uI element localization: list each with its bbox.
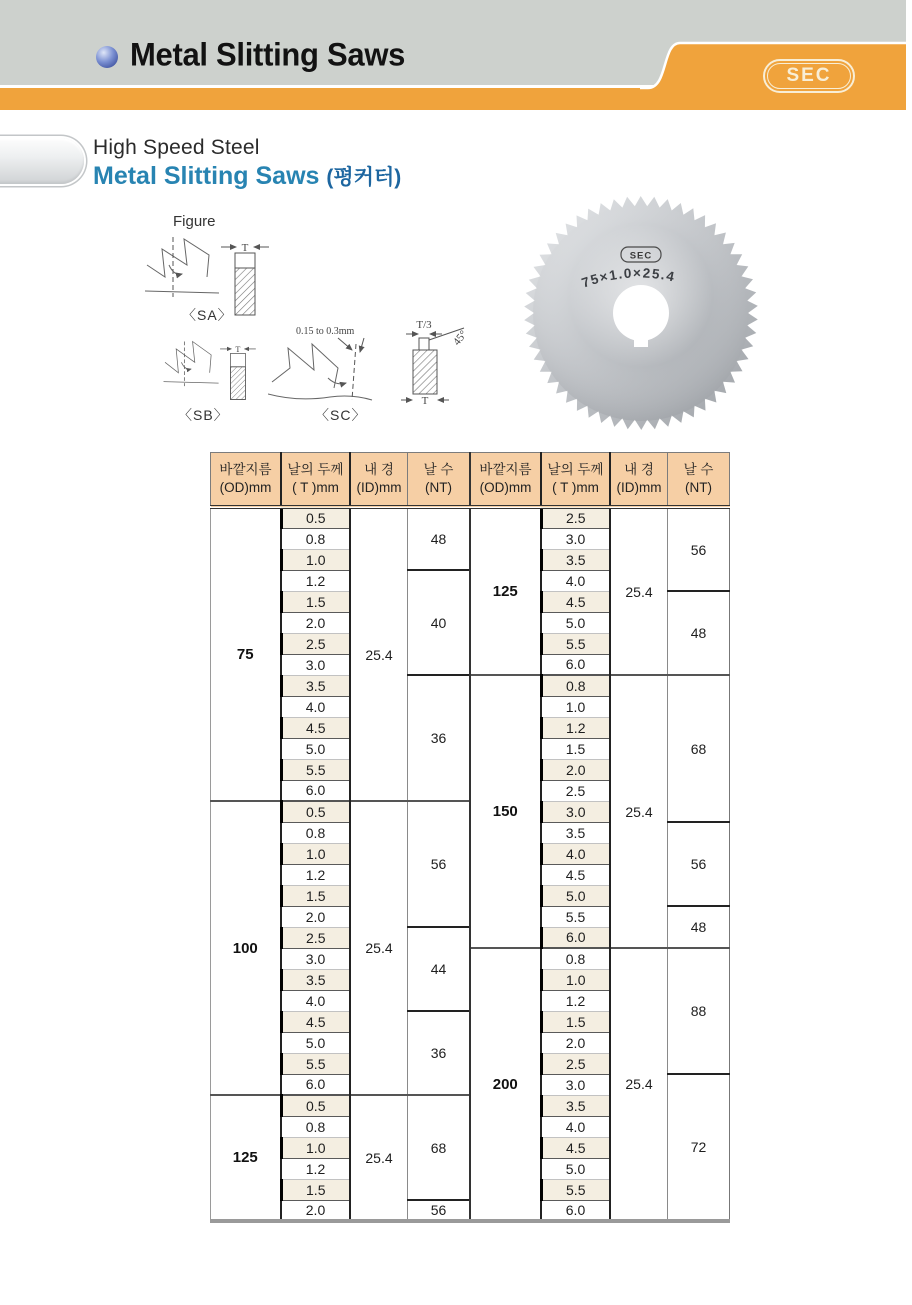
t-cell: 4.5 [541,1137,610,1158]
spec-table-head [211,453,730,508]
blade-keyway [634,336,648,347]
sa-dim-t: T [241,242,249,254]
t-cell: 1.0 [281,843,350,864]
t-cell: 1.5 [541,738,610,759]
t-cell: 5.0 [541,612,610,633]
subtitle-material: High Speed Steel [93,136,260,159]
od-cell: 75 [211,507,282,801]
sb-dim-t: T [235,344,241,354]
id-cell: 25.4 [610,948,668,1221]
t-cell: 2.0 [281,906,350,927]
table-row [211,948,730,969]
col-header-nt: 날 수 (NT) [408,453,471,508]
brand-logo [763,59,855,93]
t-cell: 4.0 [541,570,610,591]
nt-cell: 48 [408,507,471,570]
col-header-id: 내 경 (ID)mm [350,453,408,508]
header-row [211,453,730,508]
t-cell: 6.0 [541,654,610,675]
t-cell: 5.5 [281,759,350,780]
t-cell: 0.8 [541,675,610,696]
subtitle-product-en: Metal Slitting Saws [93,162,320,190]
nt-cell: 56 [408,801,471,927]
t-cell: 1.2 [281,864,350,885]
t-cell: 2.0 [541,759,610,780]
t-cell: 3.0 [541,801,610,822]
blade-arbor-hole [613,285,669,341]
t-cell: 6.0 [281,1074,350,1095]
t-cell: 5.5 [281,1053,350,1074]
nt-cell: 48 [668,906,730,948]
blade-marking: 75×1.0×25.4 [579,265,677,291]
col-header-od: 바깥지름 (OD)mm [211,453,282,508]
id-cell: 25.4 [610,675,668,948]
t-cell: 3.0 [281,654,350,675]
t-cell: 1.0 [281,549,350,570]
col-header-od-2: 바깥지름 (OD)mm [470,453,541,508]
t-cell: 0.8 [281,528,350,549]
t-cell: 1.5 [541,1011,610,1032]
t-cell: 5.5 [541,1179,610,1200]
col-header-t-2: 날의 두께 ( T )mm [541,453,610,508]
sc-angle: 45° [450,328,470,348]
t-cell: 3.0 [281,948,350,969]
figure-sb-caption: 〈SB〉 [178,407,229,423]
nt-cell: 56 [668,507,730,591]
sc-note: 0.15 to 0.3mm [296,326,355,337]
t-cell: 3.5 [281,675,350,696]
t-cell: 6.0 [541,1200,610,1221]
t-cell: 1.5 [281,591,350,612]
t-cell: 2.5 [281,927,350,948]
t-cell: 1.0 [541,969,610,990]
figure-sc-drawing [268,318,480,406]
id-cell: 25.4 [350,507,408,801]
t-cell: 4.5 [281,1011,350,1032]
col-header-id-2: 내 경 (ID)mm [610,453,668,508]
od-cell: 200 [470,948,541,1221]
col-header-t: 날의 두께 ( T )mm [281,453,350,508]
page-title: Metal Slitting Saws [130,36,406,73]
t-cell: 2.0 [281,612,350,633]
figure-sa-caption: 〈SA〉 [182,307,233,323]
nt-cell: 88 [668,948,730,1074]
t-cell: 4.5 [541,864,610,885]
t-cell: 1.2 [281,1158,350,1179]
t-cell: 0.8 [281,822,350,843]
od-cell: 125 [211,1095,282,1221]
t-cell: 4.0 [281,696,350,717]
t-cell: 2.5 [541,507,610,528]
t-cell: 3.5 [281,969,350,990]
t-cell: 6.0 [541,927,610,948]
t-cell: 2.0 [281,1200,350,1221]
t-cell: 2.5 [541,1053,610,1074]
figure-label: Figure [173,213,216,230]
t-cell: 5.5 [541,906,610,927]
nt-cell: 48 [668,591,730,675]
spec-table-body [211,507,730,1221]
subtitle-product [93,161,401,191]
figure-sc-caption: 〈SC〉 [315,407,367,423]
od-cell: 100 [211,801,282,1095]
t-cell: 1.2 [281,570,350,591]
t-cell: 4.0 [541,1116,610,1137]
t-cell: 0.5 [281,507,350,528]
t-cell: 3.5 [541,1095,610,1116]
t-cell: 4.5 [541,591,610,612]
spec-table-wrap [210,452,730,1223]
t-cell: 6.0 [281,780,350,801]
t-cell: 4.0 [281,990,350,1011]
blade-logo: SEC [629,250,653,262]
id-cell: 25.4 [350,801,408,1095]
table-row [211,507,730,528]
t-cell: 5.0 [281,1032,350,1053]
t-cell: 1.2 [541,990,610,1011]
t-cell: 0.8 [541,948,610,969]
nt-cell: 72 [668,1074,730,1221]
nt-cell: 68 [668,675,730,822]
subtitle-product-kr: (평커터) [326,166,402,189]
sc-dim-t: T [421,395,429,406]
nt-cell: 56 [668,822,730,906]
saw-blade-image [522,194,760,432]
nt-cell: 40 [408,570,471,675]
bullet-icon [96,46,118,68]
nt-cell: 56 [408,1200,471,1221]
t-cell: 0.5 [281,1095,350,1116]
t-cell: 5.0 [541,1158,610,1179]
nt-cell: 44 [408,927,471,1011]
t-cell: 4.0 [541,843,610,864]
brand-logo-text: SEC [767,63,851,89]
t-cell: 1.0 [541,696,610,717]
id-cell: 25.4 [350,1095,408,1221]
od-cell: 150 [470,675,541,948]
side-pill-decoration [0,138,84,184]
t-cell: 1.5 [281,1179,350,1200]
sc-dim-t3: T/3 [416,319,432,331]
t-cell: 3.0 [541,528,610,549]
t-cell: 3.5 [541,822,610,843]
t-cell: 5.0 [541,885,610,906]
t-cell: 1.0 [281,1137,350,1158]
od-cell: 125 [470,507,541,675]
t-cell: 5.0 [281,738,350,759]
t-cell: 5.5 [541,633,610,654]
id-cell: 25.4 [610,507,668,675]
t-cell: 4.5 [281,717,350,738]
t-cell: 1.5 [281,885,350,906]
spec-table [210,452,730,1223]
t-cell: 1.2 [541,717,610,738]
table-row [211,675,730,696]
t-cell: 2.5 [281,633,350,654]
nt-cell: 36 [408,675,471,801]
nt-cell: 36 [408,1011,471,1095]
nt-cell: 68 [408,1095,471,1200]
figure-sa-drawing [145,235,325,321]
t-cell: 0.5 [281,801,350,822]
col-header-nt-2: 날 수 (NT) [668,453,730,508]
t-cell: 2.0 [541,1032,610,1053]
t-cell: 0.8 [281,1116,350,1137]
t-cell: 3.5 [541,549,610,570]
t-cell: 2.5 [541,780,610,801]
t-cell: 3.0 [541,1074,610,1095]
